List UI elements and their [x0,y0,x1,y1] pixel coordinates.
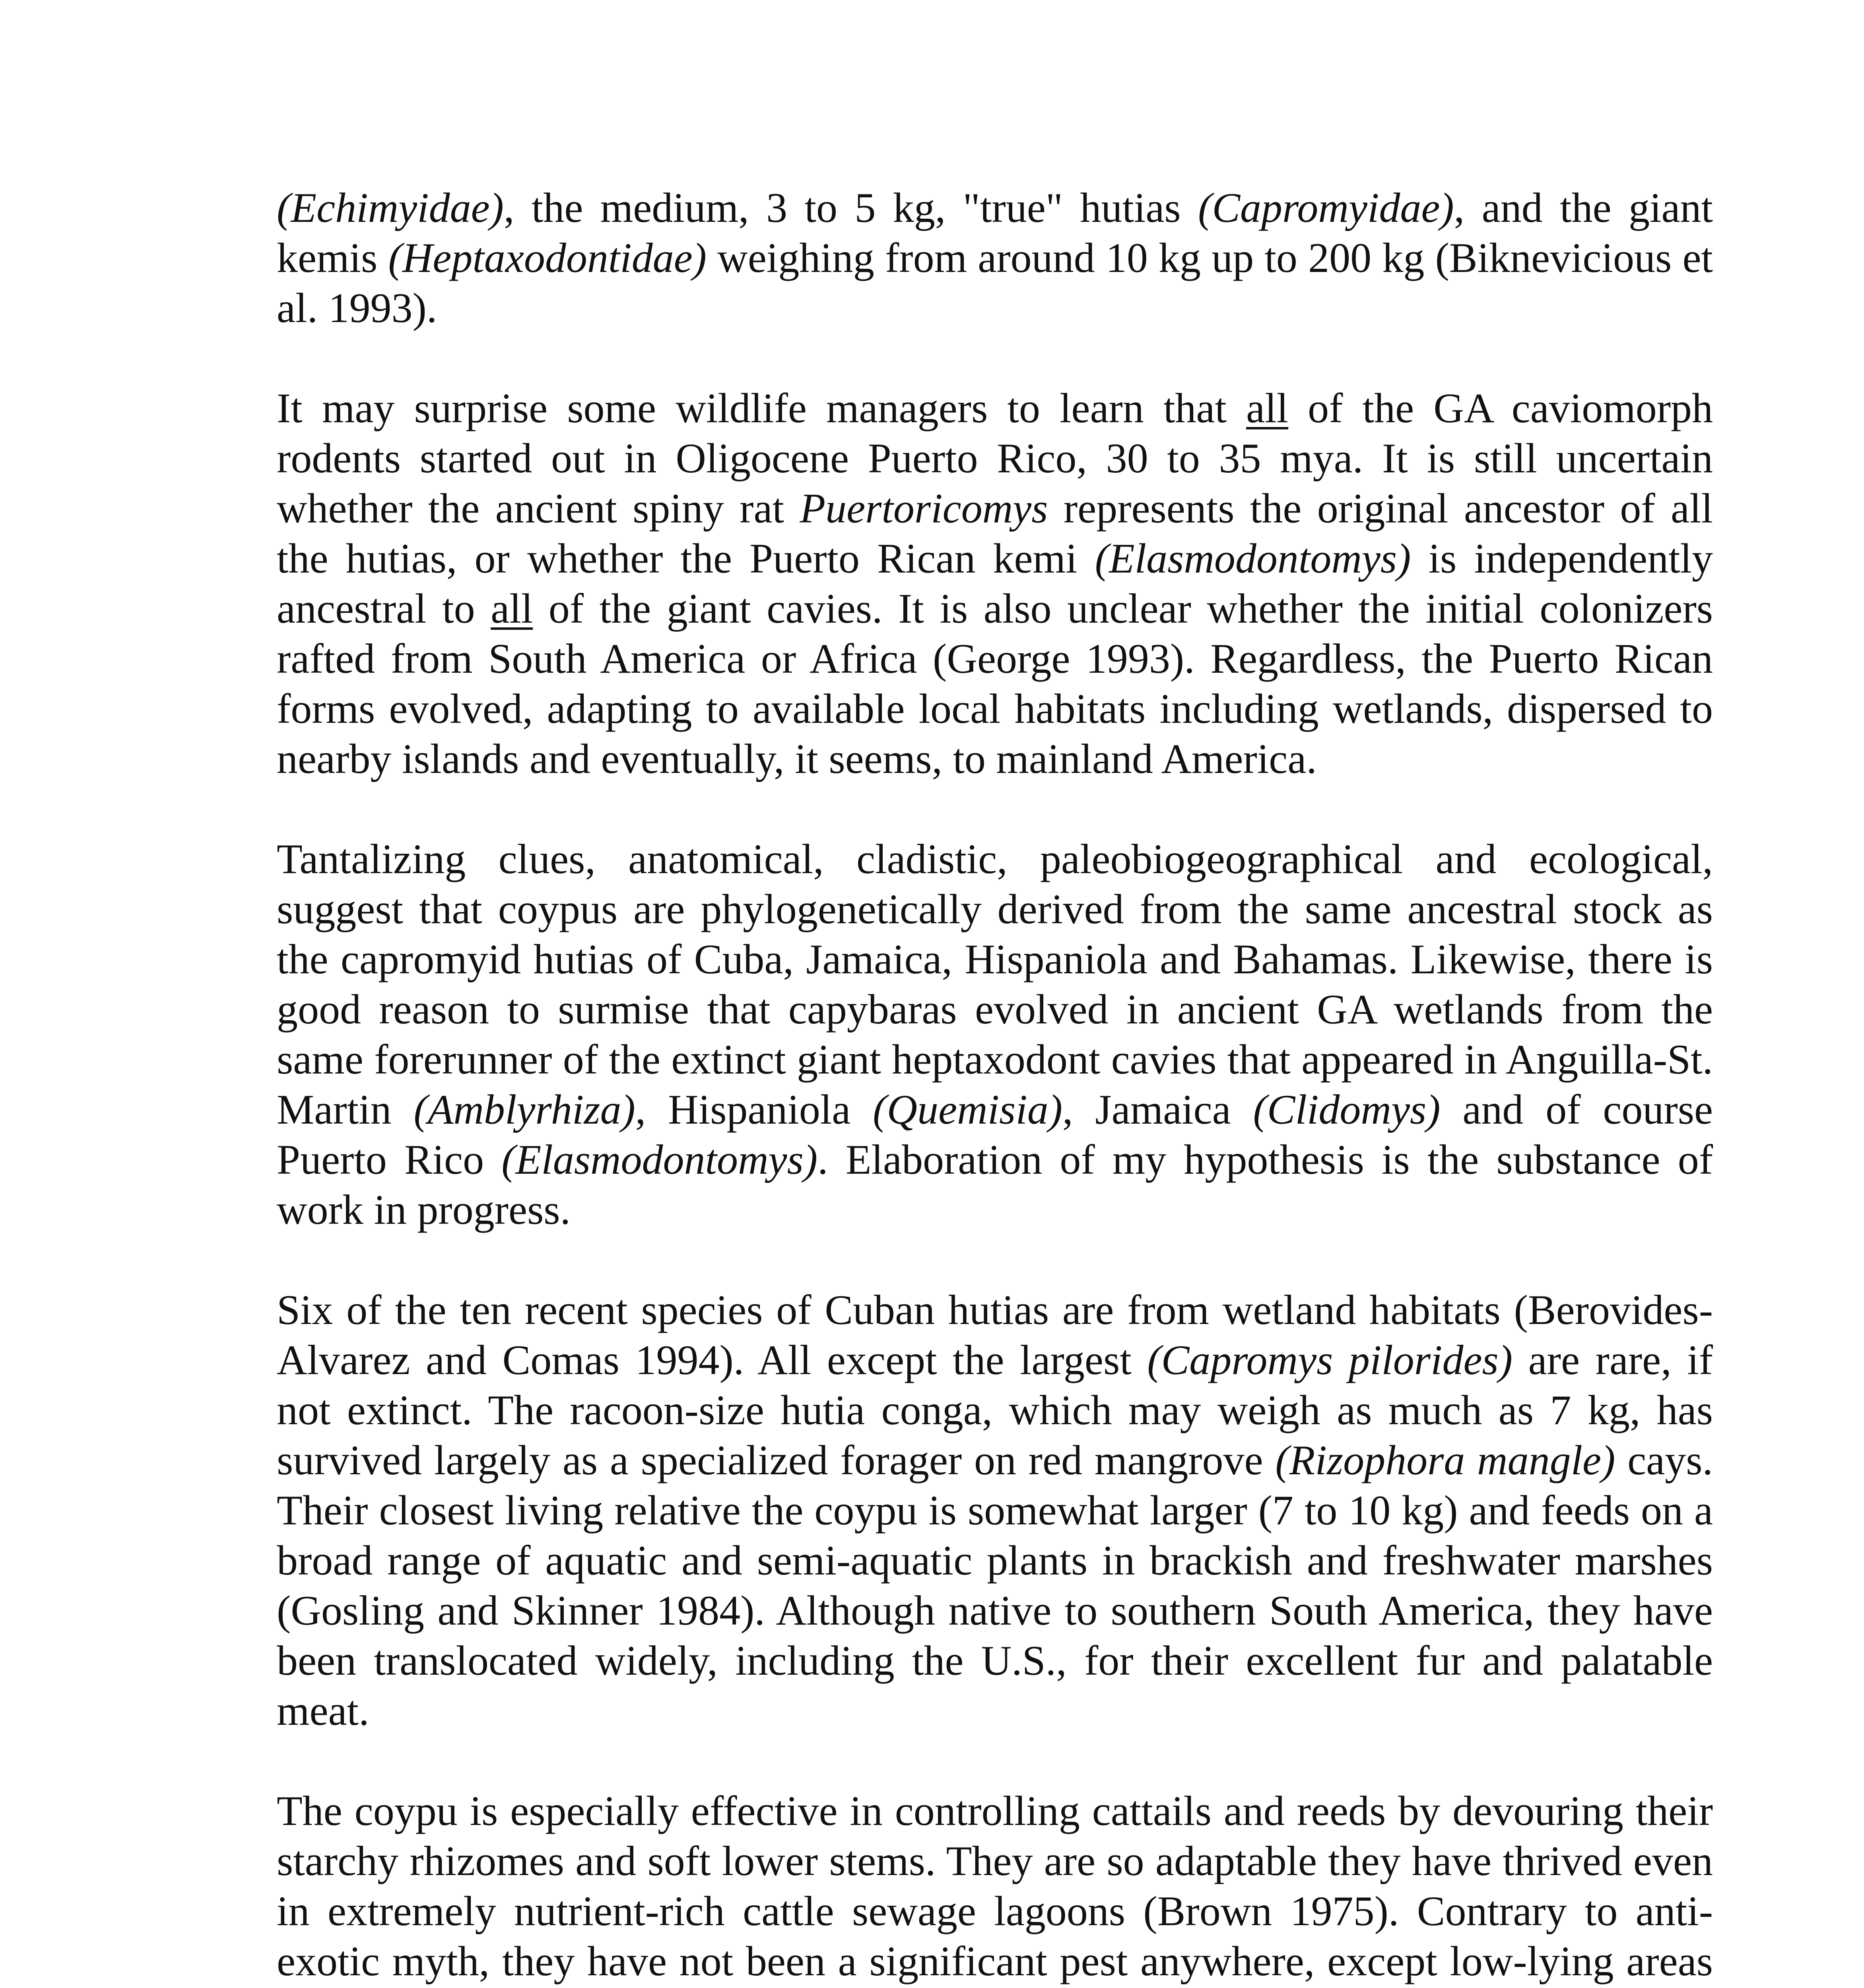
text-run: . Elaboration of my hypothesis is the substance of work in progress. [277,1136,1713,1233]
italic-term: (Rizophora mangle) [1275,1437,1615,1483]
text-run: , Hispaniola [635,1086,873,1133]
italic-term: (Amblyrhiza) [414,1086,635,1133]
paragraph [277,834,1713,1235]
text-run: cays. Their closest living relative the coypu is somewhat larger (7 to 10 kg) and feeds on a broad range of aquatic and semi-aquatic plants in brackish and freshwater marshes (Gosling and Skinner 1984). Although native to southern South America, they have been translocated widely, including the U.S., for their excellent fur and palatable meat. [277,1437,1713,1734]
italic-term: (Capromys pilorides) [1147,1337,1513,1383]
text-run: of the giant cavies. It is also unclear whether the initial colonizers rafted from South America or Africa (George 1993). Regardless, the Puerto Rican forms evolved, adapting to available local habitats including wetlands, dispersed to nearby islands and eventually, it seems, to mainland America. [277,585,1713,782]
text-run: is independently ancestral to [277,535,1713,632]
body-text [277,183,1713,1988]
italic-term: (Heptaxodontidae) [388,235,707,281]
paragraph [277,183,1713,333]
text-run: , and the giant kemis [277,184,1713,281]
paragraph [277,1285,1713,1736]
paragraph [277,383,1713,784]
italic-term: (Elasmodontomys) [1095,535,1411,582]
italic-term: (Quemisia) [873,1086,1063,1133]
text-run: are rare, if not extinct. The racoon-size hutia conga, which may weigh as much as 7 kg, has survived largely as a specialized forager on red mangrove [277,1337,1713,1483]
underlined-word: all [491,585,533,632]
italic-term: (Echimyidae) [277,184,504,231]
text-run: The coypu is especially effective in controlling cattails and reeds by devouring their starchy rhizomes and soft lower stems. They are so adaptable they have thrived even in extremely nutrient-rich cattle sewage lagoons (Brown 1975). Contrary to anti-exotic myth, they have not been a significant pest anywhere, except low-lying areas [277,1788,1713,1984]
text-run: It may surprise some wildlife managers to learn that [277,385,1247,431]
underlined-word: all [1246,385,1289,431]
italic-term: Puertoricomys [800,485,1048,532]
italic-term: (Capromyidae) [1198,184,1454,231]
text-run: and of course Puerto Rico [277,1086,1713,1183]
text-run: represents the original ancestor of all the hutias, or whether the Puerto Rican kemi [277,485,1713,582]
text-run: of the GA caviomorph rodents started out in Oligocene Puerto Rico, 30 to 35 mya. It is still uncertain whether the ancient spiny rat [277,385,1713,532]
paragraph [277,1786,1713,1988]
italic-term: (Clidomys) [1253,1086,1441,1133]
text-run: Six of the ten recent species of Cuban hutias are from wetland habitats (Berovides-Alvarez and Comas 1994). All except the largest [277,1287,1713,1383]
text-run: , the medium, 3 to 5 kg, "true" hutias [503,184,1198,231]
text-run: Tantalizing clues, anatomical, cladistic, paleobiogeographical and ecological, suggest that coypus are phylogenetically derived from the same ancestral stock as the capromyid hutias of Cuba, Jamaica, Hispaniola and Bahamas. Likewise, there is good reason to surmise that capybaras evolved in ancient GA wetlands from the same forerunner of the extinct giant heptaxodont cavies that appeared in Anguilla-St. Martin [277,836,1713,1133]
text-run: weighing from around 10 kg up to 200 kg (Biknevicious et al. 1993). [277,235,1713,331]
italic-term: (Elasmodontomys) [501,1136,818,1183]
text-run: , Jamaica [1062,1086,1253,1133]
